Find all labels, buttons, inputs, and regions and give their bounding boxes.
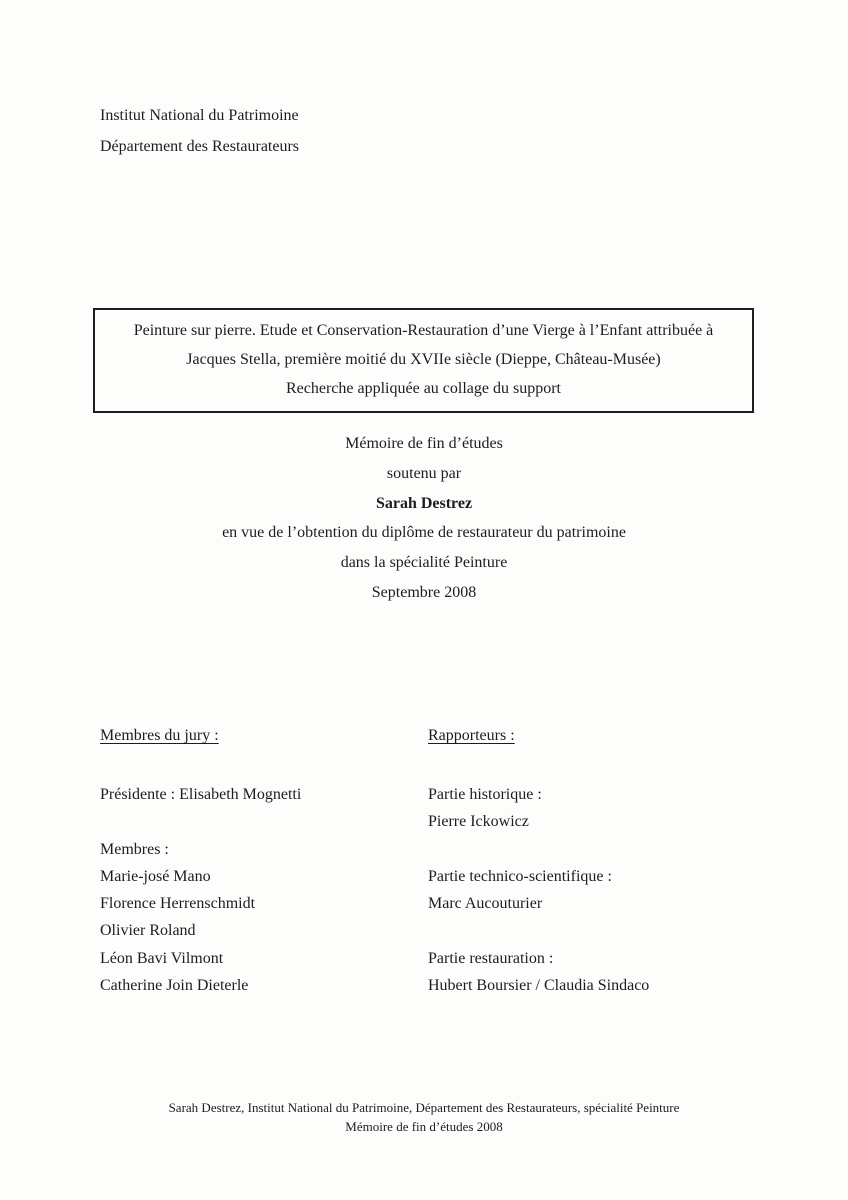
thesis-title-box [93,308,754,413]
jury-members-header: Membres du jury : [100,727,219,744]
rapporteur-entry: Partie technico-scientifique : [428,867,612,885]
rapporteur-entry: Pierre Ickowicz [428,813,529,831]
jury-row [100,836,760,863]
diploma-purpose: en vue de l’obtention du diplôme de restaurateur du patrimoine [222,524,626,542]
jury-section [100,722,760,999]
jury-row [100,808,760,835]
rapporteur-entry: Marc Aucouturier [428,895,543,913]
rapporteur-entry: Partie historique : [428,786,542,803]
thesis-title-line-3: Recherche appliquée au collage du support [286,380,561,397]
jury-member [100,808,428,835]
jury-member: Membres : [100,840,169,858]
thesis-title-line-1: Peinture sur pierre. Etude et Conservation-Restauration d’une Vierge à l’Enfant attribuée à [133,322,714,339]
footer-line-2: Mémoire de fin d’études 2008 [345,1119,503,1134]
jury-row [100,781,760,808]
footer-line-1: Sarah Destrez, Institut National du Patrimoine, Département des Restaurateurs, spécialité Peinture [168,1100,680,1115]
jury-row [100,863,760,890]
jury-row [100,945,760,972]
rapporteur-entry [428,917,760,944]
presentation-block [0,429,848,608]
jury-member: Catherine Join Dieterle [100,977,249,995]
rapporteurs-header: Rapporteurs : [428,727,515,744]
jury-member: Marie-josé Mano [100,867,211,885]
author-name: Sarah Destrez [375,494,473,512]
jury-row [100,890,760,917]
institution-name: Institut National du Patrimoine [100,107,299,124]
jury-members-header-cell [100,722,428,749]
institution-header [100,100,299,162]
department-name: Département des Restaurateurs [100,138,300,155]
specialty: dans la spécialité Peinture [340,554,508,572]
defended-by-label: soutenu par [386,464,462,482]
jury-headers-row [100,722,760,749]
rapporteur-entry: Hubert Boursier / Claudia Sindaco [428,977,650,995]
page-footer [0,1098,848,1136]
jury-row [100,917,760,944]
thesis-title-line-2: Jacques Stella, première moitié du XVIIe siècle (Dieppe, Château-Musée) [186,351,661,368]
jury-member: Olivier Roland [100,922,196,940]
memoir-type: Mémoire de fin d’études [345,435,503,452]
jury-member: Présidente : Elisabeth Mognetti [100,786,302,803]
rapporteur-entry [428,836,760,863]
defense-date: Septembre 2008 [371,583,477,601]
jury-row [100,972,760,999]
jury-member: Léon Bavi Vilmont [100,949,224,967]
rapporteur-entry: Partie restauration : [428,949,554,967]
rapporteurs-header-cell [428,722,760,749]
jury-member: Florence Herrenschmidt [100,895,256,913]
